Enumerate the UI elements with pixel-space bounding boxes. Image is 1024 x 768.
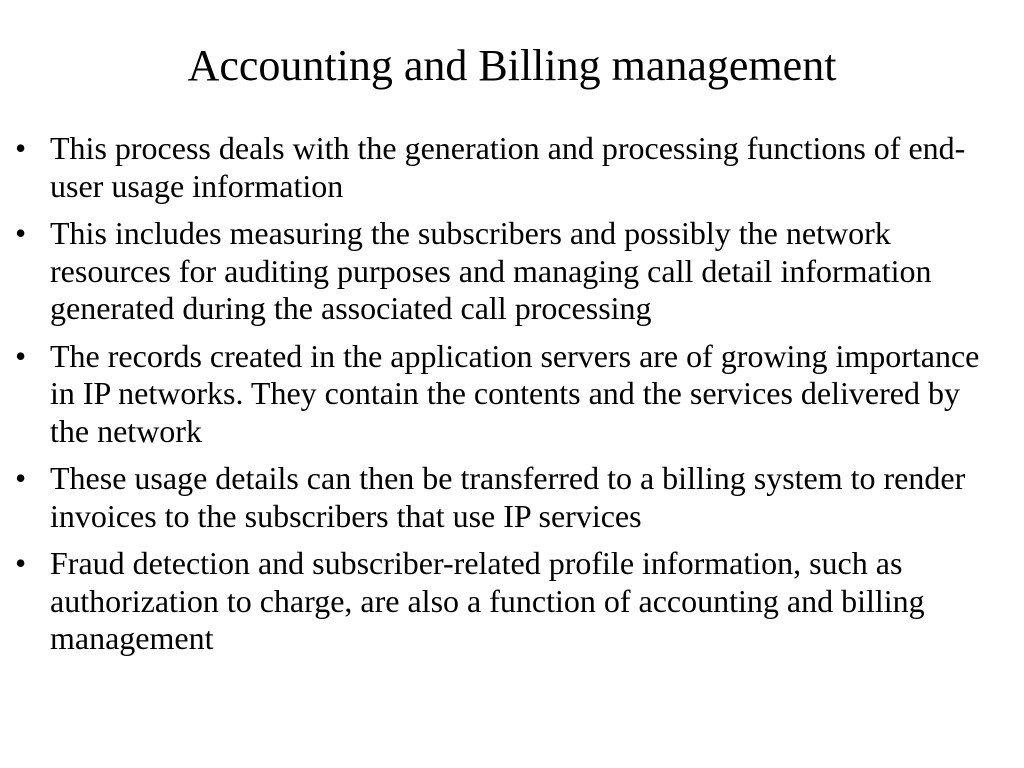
bullet-text: These usage details can then be transferred to a billing system to render invoices to the subscribers that use IP services	[50, 460, 966, 534]
bullet-dot-icon: •	[15, 460, 27, 496]
bullet-item	[15, 130, 1005, 205]
bullet-text: Fraud detection and subscriber-related profile information, such as authorization to charge, are also a function of accounting and billing management	[50, 545, 925, 656]
bullet-item	[15, 338, 1005, 451]
bullet-text: This includes measuring the subscribers and possibly the network resources for auditing purposes and managing call detail information generated during the associated call processing	[50, 215, 932, 326]
bullet-item	[15, 460, 1005, 535]
bullet-text: This process deals with the generation and processing functions of end-user usage information	[50, 130, 966, 204]
bullet-dot-icon: •	[15, 215, 27, 251]
bullet-text: The records created in the application servers are of growing importance in IP networks. They contain the contents and the services delivered by the network	[50, 337, 980, 449]
bullet-dot-icon: •	[15, 337, 27, 374]
slide-title: Accounting and Billing management	[187, 41, 837, 90]
bullet-dot-icon: •	[15, 130, 27, 166]
bullet-item	[15, 545, 1005, 658]
bullet-list	[15, 130, 1005, 668]
bullet-dot-icon: •	[15, 545, 27, 581]
bullet-item	[15, 215, 1005, 328]
